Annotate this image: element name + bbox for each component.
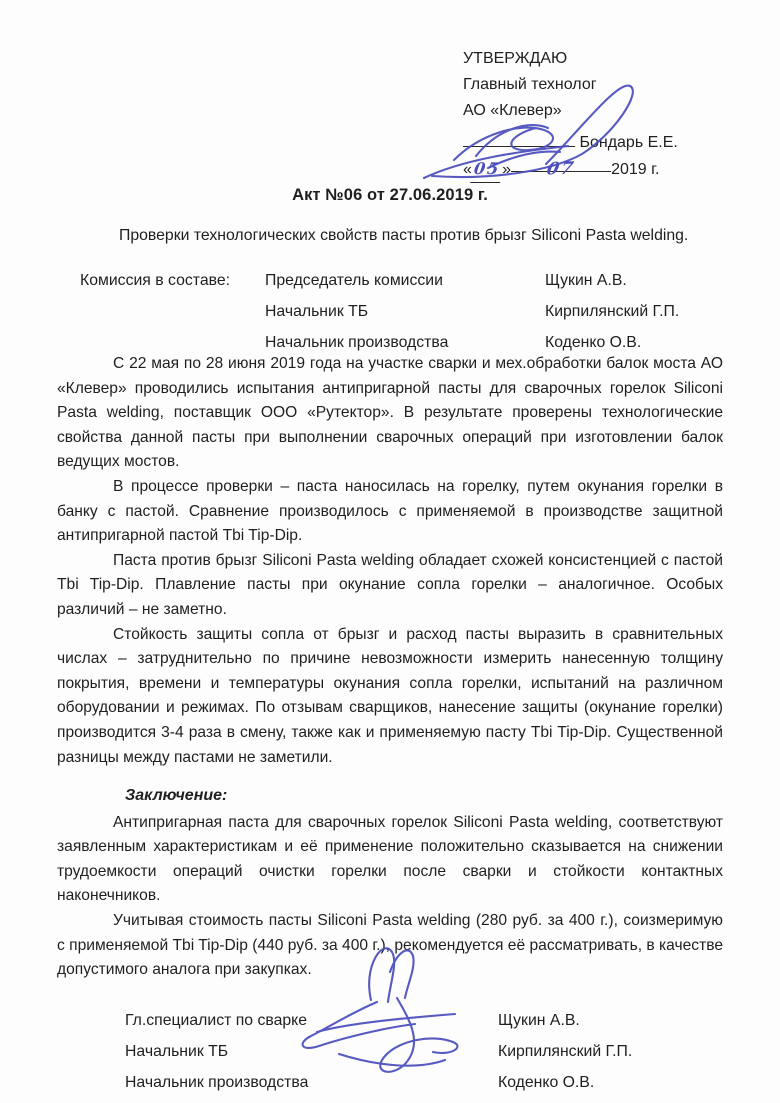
approval-stamp: УТВЕРЖДАЮ (463, 50, 568, 67)
commission-label: Комиссия в составе: (80, 272, 231, 289)
signatory-row (125, 1009, 723, 1040)
commission-block (80, 269, 730, 355)
commission-spacer (80, 300, 265, 324)
signatory-row (125, 1071, 723, 1102)
conclusion-heading: Заключение: (125, 787, 228, 805)
signatory-role: Начальник ТБ (125, 1042, 229, 1060)
date-quote-open: « (463, 161, 472, 178)
approver-company: АО «Клевер» (463, 102, 562, 119)
signatory-name: Коденко О.В. (498, 1073, 595, 1091)
date-underline (511, 156, 611, 180)
signature-underline (463, 131, 575, 147)
handwritten-month: 07 (544, 158, 578, 180)
signatory-name: Щукин А.В. (498, 1011, 580, 1029)
signatory-role: Гл.специалист по сварке (125, 1011, 308, 1029)
conclusion-paragraph: Учитывая стоимость пасты Siliconi Pasta welding (280 руб. за 400 г.), соизмеримую с применяемой Tbi Tip-Dip (440 руб. за 400 г.), рекомендуется её рассматривать, в качестве допустимого аналога при закупках. (57, 912, 723, 979)
commission-name: Коденко О.В. (545, 334, 642, 351)
body-paragraph: В процессе проверки – паста наносилась на горелку, путем окунания горелки в банку с пастой. Сравнение производилось с применяемой в производстве защитной антипригарной пастой Tbi Tip-Dip. (57, 477, 723, 545)
signatories-block (125, 1009, 723, 1102)
approval-signature-line (463, 130, 743, 156)
conclusion-paragraph: Антипригарная паста для сварочных горелок Siliconi Pasta welding, соответствуют заявленным характеристикам и её применение положительно сказывается на снижении трудоемкости операций очистки горелки после сварки и стойкости контактных наконечников. (57, 813, 723, 905)
approver-title: Главный технолог (463, 76, 597, 93)
body-paragraph: Стойкость защиты сопла от брызг и расход пасты выразить в сравнительных числах – затруднительно по причине невозможности измерить нанесенную толщину покрытия, времени и температуры окунания сопла горелки, испытаний на различном оборудовании и режимах. По отзывам сварщиков, нанесение защиты (окунание горелки) производится 3-4 раза в смену, также как и применяемую пасту Tbi Tip-Dip. Существенной разницы между пастами не заметили. (57, 625, 723, 766)
commission-name: Щукин А.В. (545, 272, 627, 289)
signatory-role: Начальник производства (125, 1073, 309, 1091)
commission-role: Начальник производства (265, 334, 449, 351)
document-subject: Проверки технологических свойств пасты против брызг Siliconi Pasta welding. (119, 227, 689, 244)
body-paragraph: С 22 мая по 28 июня 2019 года на участке сварки и мех.обработки балок моста АО «Клевер» проводились испытания антипригарной пасты для сварочных горелок Siliconi Pasta welding, поставщик ООО «Рутектор». В результате проверены технологические свойства данной пасты при выполнении сварочных операций при изготовлении балок ведущих мостов. (57, 355, 723, 471)
commission-name: Кирпилянский Г.П. (545, 303, 680, 320)
approval-block (463, 46, 743, 183)
document-title: Акт №06 от 27.06.2019 г. (292, 186, 488, 204)
body-paragraph: Паста против брызг Siliconi Pasta welding обладает схожей консистенцией с пастой Tbi Tip-Dip. Плавление пасты при окунание сопла горелки – аналогичное. Особых различий – не заметно. (57, 551, 723, 618)
date-year: 2019 г. (611, 161, 660, 178)
signatory-row (125, 1040, 723, 1071)
approver-name: Бондарь Е.Е. (579, 134, 678, 151)
document-body (57, 352, 723, 1102)
approval-date-line (463, 156, 743, 183)
commission-role: Председатель комиссии (265, 272, 443, 289)
commission-role: Начальник ТБ (265, 303, 369, 320)
signatory-name: Кирпилянский Г.П. (498, 1042, 633, 1060)
date-quote-close: » (502, 161, 512, 178)
handwritten-day: 05 (470, 156, 504, 183)
